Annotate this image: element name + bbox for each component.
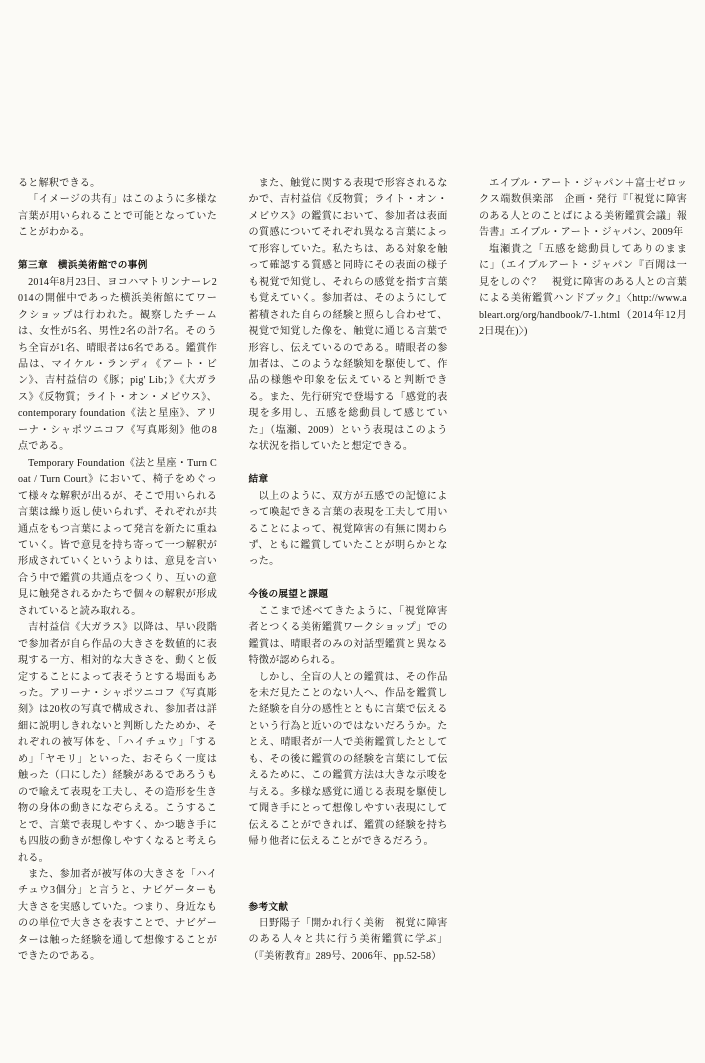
paragraph: また、触覚に関する表現で形容されるなかで、吉村益信《反物質；ライト・オン・メビウス》の鑑賞において、参加者は表面の質感についてそれぞれ異なる言葉によって形容していた。私たちは、ある対象を触って確認する質感と同時にその表面の様子も視覚で知覚し、それらの感覚を指す言葉も覚えていく。参加者は、そのようにして蓄積された自らの経験と照らし合わせて、視覚で知覚した像を、触覚に通じる言葉で形容し、伝えているのである。晴眼者の参加者は、このような経験知を駆使して、作品の様態や印象を伝えていると判断できる。また、先行研究で登場する「感覚的表現を多用し、五感を総動員して感じていた」（塩瀬、2009）という表現はこのような状況を指していたと想定できる。: [248, 178, 448, 453]
column-container: [18, 176, 687, 1006]
section-heading-conclusion: 結章: [248, 474, 269, 486]
reference-entry: 日野陽子「開かれ行く美術 視覚に障害のある人々と共に行う美術鑑賞に学ぶ」（『美術教育』289号、2006年、pp.52-58）: [248, 918, 448, 962]
paragraph: Temporary Foundation《法と星座・Turn Coat / Turn Court》において、椅子をめぐって様々な解釈が出るが、そこで用いられる言葉は繰り返し使いられず、それぞれが共通点をもつ言葉によって発言を新たに重ねていく。皆で意見を持ち寄って一つ解釈が形成されていくというよりは、意見を言い合う中で鑑賞の共通点をつくり、互いの意見に触発されるかたちで個々の解釈が形成されていると読み取れる。: [18, 457, 217, 617]
section-heading-future-outlook: 今後の展望と課題: [248, 589, 329, 601]
section-heading-chapter3: 第三章 横浜美術館での事例: [18, 260, 148, 272]
paragraph: 以上のように、双方が五感での記憶によって喚起できる言葉の表現を工夫して用いることによって、視覚障害の有無に関わらず、ともに鑑賞していたことが明らかとなった。: [248, 490, 448, 568]
reference-entry: エイブル・アート・ジャパン＋富士ゼロックス端数倶楽部 企画・発行『「視覚に障害のある人とのことばによる美術鑑賞会議」報告書』エイブル・アート・ジャパン、2009年: [479, 178, 687, 239]
paragraph: 2014年8月23日、ヨコハマトリンナーレ2014の開催中であった横浜美術館にてワークショップは行われた。観察したチームは、女性が5名、男性2名の計7名。そのうち全盲が1名、晴眼者は6名である。鑑賞作品は、マイケル・ランディ《アート・ビン》、吉村益信の《豚；pig' Lib；》《大ガラス》《反物質；ライト・オン・メビウス》、contemporary foundation《法と星座》、アリーナ・シャポツニコフ《写真彫刻》他の8点である。: [18, 276, 217, 453]
reference-entry: 塩瀬貴之「五感を総動員してありのままに」（エイブルアート・ジャパン『百聞は一見をしのぐ？ 視覚に障害のある人との言葉による美術鑑賞ハンドブック』〈http://www.ableart.org/org/handbook/7-1.html（2014年12月2日現在)〉): [479, 243, 687, 338]
section-heading-references: 参考文献: [248, 901, 289, 913]
paragraph: ここまで述べてきたように、「視覚障害者とつくる美術鑑賞ワークショップ」での鑑賞は、晴眼者のみの対話型鑑賞と異なる特徴が認められる。: [248, 605, 448, 667]
paragraph: 吉村益信《大ガラス》以降は、早い段階で参加者が自ら作品の大きさを数値的に表現する一方、相対的な大きさを、動くと仮定することによって表そうとする場面もあった。アリーナ・シャポツニコフ《写真彫刻》は20枚の写真で構成され、参加者は詳細に説明しきれないと判断したためか、それぞれの被写体を、「ハイチュウ」「するめ」「ヤモリ」といった、おそらく一度は触った（口にした）経験があるであろうもので喩えて表現を工夫し、その造形を生き物の身体の動きになぞらえる。こうすることで、言葉で表現しやすく、かつ聴き手にも四肢の動きが想像しやすくなると考えられる。: [18, 622, 217, 864]
paragraph: ると解釈できる。: [18, 178, 101, 189]
text-column-3: [479, 176, 687, 341]
paragraph: 「イメージの共有」はこのように多様な言葉が用いられることで可能となっていたことがわかる。: [18, 194, 217, 239]
paragraph: しかし、全盲の人との鑑賞は、その作品を未だ見たことのない人へ、作品を鑑賞した経験を自分の感性とともに言葉で伝えるという行為と近いのではないだろうか。たとえ、晴眼者が一人で美術鑑賞したとしても、その後に鑑賞のの経験を言葉にして伝えるために、この鑑賞方法は大きな示唆を与える。多様な感覚に通じる表現を駆使して聞き手にとって想像しやすい表現にして伝えることができれば、鑑賞の経験を持ち帰り他者に伝えることができるだろう。: [248, 671, 448, 848]
paragraph: また、参加者が被写体の大きさを「ハイチュウ3個分」と言うと、ナビゲーターも大きさを実感していた。つまり、身近なものの単位で大きさを表すことで、ナビゲーターは触った経験を通して想像することができたのである。: [18, 869, 217, 963]
text-column-1: [18, 176, 217, 966]
text-column-2: [249, 176, 448, 965]
